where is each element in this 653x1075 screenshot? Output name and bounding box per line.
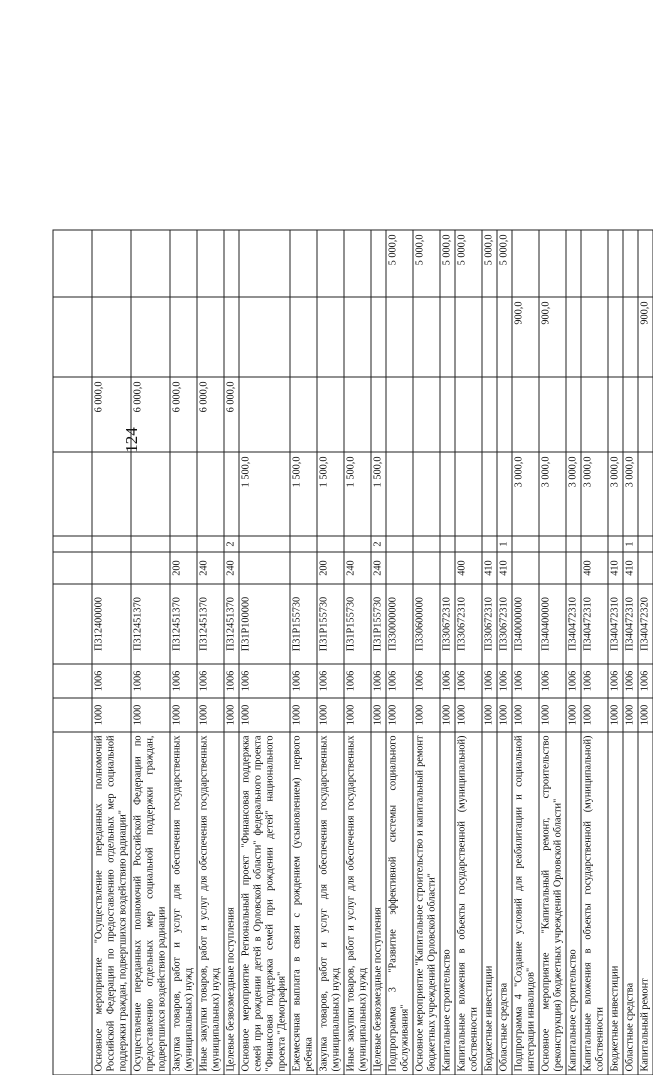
row-amount-2 bbox=[239, 377, 290, 452]
row-target-article: П330672310 bbox=[455, 584, 482, 664]
row-expense-type: 400 bbox=[581, 552, 608, 584]
row-expense-type bbox=[440, 552, 455, 584]
row-ved-code: 1000 bbox=[386, 698, 413, 732]
row-ved-code: 1000 bbox=[92, 698, 131, 732]
row-target-article: П330600000 bbox=[413, 584, 440, 664]
row-target-article: П31Р155730 bbox=[371, 584, 386, 664]
row-source-code: 1 bbox=[623, 536, 638, 552]
row-section-code: 1006 bbox=[131, 664, 170, 698]
row-expense-type bbox=[239, 552, 290, 584]
row-amount-4: 5 000,0 bbox=[386, 230, 413, 297]
row-amount-2 bbox=[386, 377, 413, 452]
row-source-code: 1 bbox=[497, 536, 512, 552]
row-amount-1: 3 000,0 bbox=[512, 452, 539, 536]
row-section-code: 1006 bbox=[317, 664, 344, 698]
row-amount-1: 3 000,0 bbox=[539, 452, 566, 536]
row-amount-2 bbox=[371, 377, 386, 452]
row-amount-3 bbox=[239, 297, 290, 377]
table-row bbox=[224, 230, 239, 1075]
row-target-article: П340472320 bbox=[638, 584, 653, 664]
budget-table-sheet bbox=[52, 230, 650, 1075]
row-amount-2 bbox=[344, 377, 371, 452]
row-ved-code: 1000 bbox=[440, 698, 455, 732]
row-expense-type bbox=[386, 552, 413, 584]
row-expense-type: 240 bbox=[197, 552, 224, 584]
row-amount-3 bbox=[497, 297, 512, 377]
row-amount-2: 6 000,0 bbox=[170, 377, 197, 452]
row-amount-3: 900,0 bbox=[638, 297, 653, 377]
row-expense-type: 200 bbox=[317, 552, 344, 584]
row-name: Капитальное строительство bbox=[566, 732, 581, 1075]
row-target-article: П330672310 bbox=[440, 584, 455, 664]
row-amount-2 bbox=[317, 377, 344, 452]
row-name: Основное мероприятие "Капитальное строительство и капитальный ремонт бюджетных учреждений Орловской области" bbox=[413, 732, 440, 1075]
row-amount-4 bbox=[638, 230, 653, 297]
row-amount-2 bbox=[638, 377, 653, 452]
row-amount-3 bbox=[290, 297, 317, 377]
row-section-code: 1006 bbox=[455, 664, 482, 698]
row-amount-2 bbox=[455, 377, 482, 452]
table-row bbox=[566, 230, 581, 1075]
row-name: Иные закупки товаров, работ и услуг для обеспечения государственных (муниципальных) нужд bbox=[197, 732, 224, 1075]
row-expense-type bbox=[566, 552, 581, 584]
row-amount-4 bbox=[539, 230, 566, 297]
row-name: Целевые безвозмездные поступления bbox=[371, 732, 386, 1075]
row-amount-1: 1 500,0 bbox=[317, 452, 344, 536]
row-amount-4 bbox=[623, 230, 638, 297]
row-amount-2 bbox=[623, 377, 638, 452]
row-expense-type: 240 bbox=[344, 552, 371, 584]
row-source-code bbox=[53, 536, 92, 552]
row-amount-4 bbox=[608, 230, 623, 297]
row-amount-3 bbox=[170, 297, 197, 377]
row-amount-4: 5 000,0 bbox=[497, 230, 512, 297]
row-name: Областные средства bbox=[623, 732, 638, 1075]
row-target-article bbox=[53, 584, 92, 664]
page-number: 124 bbox=[122, 427, 141, 453]
row-source-code bbox=[317, 536, 344, 552]
row-name: Капитальные вложения в объекты государственной (муниципальной) собственности bbox=[581, 732, 608, 1075]
row-source-code bbox=[539, 536, 566, 552]
row-source-code bbox=[638, 536, 653, 552]
row-ved-code: 1000 bbox=[539, 698, 566, 732]
row-amount-2 bbox=[566, 377, 581, 452]
row-section-code: 1006 bbox=[539, 664, 566, 698]
row-name bbox=[53, 732, 92, 1075]
row-amount-2 bbox=[413, 377, 440, 452]
row-amount-4 bbox=[239, 230, 290, 297]
table-row bbox=[53, 230, 92, 1075]
row-name: Закупка товаров, работ и услуг для обеспечения государственных (муниципальных) нужд bbox=[170, 732, 197, 1075]
row-source-code bbox=[608, 536, 623, 552]
row-ved-code: 1000 bbox=[371, 698, 386, 732]
row-amount-3 bbox=[413, 297, 440, 377]
row-amount-1: 3 000,0 bbox=[581, 452, 608, 536]
row-ved-code: 1000 bbox=[497, 698, 512, 732]
row-name: Бюджетные инвестиции bbox=[608, 732, 623, 1075]
row-section-code: 1006 bbox=[386, 664, 413, 698]
row-name: Капитальные вложения в объекты государственной (муниципальной) собственности bbox=[455, 732, 482, 1075]
table-row bbox=[638, 230, 653, 1075]
row-amount-2: 6 000,0 bbox=[197, 377, 224, 452]
row-expense-type bbox=[131, 552, 170, 584]
row-amount-4 bbox=[566, 230, 581, 297]
table-row bbox=[623, 230, 638, 1075]
row-source-code: 2 bbox=[224, 536, 239, 552]
row-section-code: 1006 bbox=[371, 664, 386, 698]
row-amount-4 bbox=[290, 230, 317, 297]
row-amount-3 bbox=[455, 297, 482, 377]
row-amount-2: 6 000,0 bbox=[131, 377, 170, 452]
row-ved-code bbox=[53, 698, 92, 732]
table-row bbox=[239, 230, 290, 1075]
row-amount-1 bbox=[440, 452, 455, 536]
row-ved-code: 1000 bbox=[482, 698, 497, 732]
row-amount-4 bbox=[512, 230, 539, 297]
row-amount-2: 6 000,0 bbox=[224, 377, 239, 452]
table-row bbox=[539, 230, 566, 1075]
row-amount-1: 1 500,0 bbox=[290, 452, 317, 536]
row-target-article: П340472310 bbox=[608, 584, 623, 664]
row-amount-1: 3 000,0 bbox=[623, 452, 638, 536]
row-amount-1: 3 000,0 bbox=[566, 452, 581, 536]
row-section-code: 1006 bbox=[239, 664, 290, 698]
row-amount-3 bbox=[482, 297, 497, 377]
table-row bbox=[317, 230, 344, 1075]
row-amount-2: 6 000,0 bbox=[92, 377, 131, 452]
table-row bbox=[581, 230, 608, 1075]
row-name: Капитальное строительство bbox=[440, 732, 455, 1075]
row-ved-code: 1000 bbox=[344, 698, 371, 732]
row-target-article: П312451370 bbox=[224, 584, 239, 664]
row-amount-3 bbox=[386, 297, 413, 377]
row-amount-2 bbox=[53, 377, 92, 452]
row-source-code bbox=[482, 536, 497, 552]
row-amount-1 bbox=[53, 452, 92, 536]
row-source-code bbox=[239, 536, 290, 552]
row-target-article: П31Р155730 bbox=[317, 584, 344, 664]
row-source-code bbox=[131, 536, 170, 552]
row-expense-type: 410 bbox=[608, 552, 623, 584]
row-section-code: 1006 bbox=[197, 664, 224, 698]
row-amount-4 bbox=[344, 230, 371, 297]
row-amount-3 bbox=[371, 297, 386, 377]
row-source-code bbox=[92, 536, 131, 552]
row-amount-1 bbox=[638, 452, 653, 536]
row-amount-4 bbox=[170, 230, 197, 297]
row-target-article: П340472310 bbox=[566, 584, 581, 664]
table-row bbox=[386, 230, 413, 1075]
row-source-code bbox=[455, 536, 482, 552]
row-expense-type: 240 bbox=[224, 552, 239, 584]
row-ved-code: 1000 bbox=[608, 698, 623, 732]
row-target-article: П31Р100000 bbox=[239, 584, 290, 664]
row-amount-4 bbox=[581, 230, 608, 297]
table-row bbox=[371, 230, 386, 1075]
row-amount-3 bbox=[440, 297, 455, 377]
row-section-code: 1006 bbox=[497, 664, 512, 698]
row-expense-type bbox=[92, 552, 131, 584]
row-target-article: П330672310 bbox=[497, 584, 512, 664]
row-amount-1: 1 500,0 bbox=[371, 452, 386, 536]
row-ved-code: 1000 bbox=[581, 698, 608, 732]
row-expense-type: 240 bbox=[371, 552, 386, 584]
row-amount-1 bbox=[386, 452, 413, 536]
row-expense-type bbox=[53, 552, 92, 584]
row-section-code: 1006 bbox=[413, 664, 440, 698]
row-ved-code: 1000 bbox=[170, 698, 197, 732]
row-ved-code: 1000 bbox=[623, 698, 638, 732]
row-amount-2 bbox=[581, 377, 608, 452]
row-expense-type: 200 bbox=[170, 552, 197, 584]
row-amount-3 bbox=[53, 297, 92, 377]
row-ved-code: 1000 bbox=[131, 698, 170, 732]
row-amount-4 bbox=[317, 230, 344, 297]
row-expense-type bbox=[638, 552, 653, 584]
row-section-code: 1006 bbox=[344, 664, 371, 698]
table-row bbox=[512, 230, 539, 1075]
row-name: Бюджетные инвестиции bbox=[482, 732, 497, 1075]
row-amount-2 bbox=[290, 377, 317, 452]
row-section-code: 1006 bbox=[482, 664, 497, 698]
row-ved-code: 1000 bbox=[197, 698, 224, 732]
row-amount-1: 1 500,0 bbox=[239, 452, 290, 536]
table-row bbox=[92, 230, 131, 1075]
table-row bbox=[497, 230, 512, 1075]
row-name: Основное мероприятие "Осуществление переданных полномочий Российской Федерации по предоставлению отдельных мер социальной поддержки граждан, подвергшихся воздействию радиации" bbox=[92, 732, 131, 1075]
row-source-code: 2 bbox=[371, 536, 386, 552]
row-name: Основное мероприятие "Капитальный ремонт, строительство (реконструкция) бюджетных учреждений Орловской области" bbox=[539, 732, 566, 1075]
row-section-code: 1006 bbox=[224, 664, 239, 698]
row-amount-4 bbox=[224, 230, 239, 297]
row-name: Осуществление переданных полномочий Российской Федерации по предоставлению отдельных мер социальной поддержки граждан, подвергшихся воздействию радиации bbox=[131, 732, 170, 1075]
table-row bbox=[290, 230, 317, 1075]
row-amount-3 bbox=[566, 297, 581, 377]
table-row bbox=[455, 230, 482, 1075]
row-target-article: П312451370 bbox=[197, 584, 224, 664]
table-row bbox=[482, 230, 497, 1075]
row-amount-3 bbox=[197, 297, 224, 377]
row-expense-type: 400 bbox=[455, 552, 482, 584]
row-section-code: 1006 bbox=[623, 664, 638, 698]
row-amount-3 bbox=[131, 297, 170, 377]
row-amount-4 bbox=[197, 230, 224, 297]
row-amount-3: 900,0 bbox=[512, 297, 539, 377]
row-amount-4 bbox=[371, 230, 386, 297]
row-amount-3: 900,0 bbox=[539, 297, 566, 377]
row-amount-1 bbox=[413, 452, 440, 536]
row-amount-4: 5 000,0 bbox=[413, 230, 440, 297]
row-target-article: П330672310 bbox=[482, 584, 497, 664]
row-amount-1 bbox=[455, 452, 482, 536]
budget-table bbox=[52, 229, 653, 1075]
row-expense-type: 410 bbox=[497, 552, 512, 584]
row-amount-4: 5 000,0 bbox=[455, 230, 482, 297]
row-section-code: 1006 bbox=[638, 664, 653, 698]
row-source-code bbox=[512, 536, 539, 552]
row-source-code bbox=[413, 536, 440, 552]
table-row bbox=[608, 230, 623, 1075]
row-amount-1 bbox=[224, 452, 239, 536]
table-row bbox=[344, 230, 371, 1075]
row-target-article: П330000000 bbox=[386, 584, 413, 664]
row-amount-4 bbox=[131, 230, 170, 297]
row-amount-3 bbox=[608, 297, 623, 377]
row-name: Подпрограмма 3 "Развитие эффективной системы социального обслуживания" bbox=[386, 732, 413, 1075]
row-name: Иные закупки товаров, работ и услуг для обеспечения государственных (муниципальных) нужд bbox=[344, 732, 371, 1075]
row-name: Закупка товаров, работ и услуг для обеспечения государственных (муниципальных) нужд bbox=[317, 732, 344, 1075]
row-section-code: 1006 bbox=[608, 664, 623, 698]
row-target-article: П312451370 bbox=[131, 584, 170, 664]
row-ved-code: 1000 bbox=[290, 698, 317, 732]
row-section-code: 1006 bbox=[581, 664, 608, 698]
row-amount-1 bbox=[92, 452, 131, 536]
row-amount-4: 5 000,0 bbox=[440, 230, 455, 297]
row-amount-3 bbox=[581, 297, 608, 377]
row-name: Ежемесячная выплата в связи с рождением (усыновлением) первого ребенка bbox=[290, 732, 317, 1075]
row-amount-4 bbox=[92, 230, 131, 297]
row-amount-2 bbox=[482, 377, 497, 452]
row-section-code bbox=[53, 664, 92, 698]
row-ved-code: 1000 bbox=[317, 698, 344, 732]
row-source-code bbox=[440, 536, 455, 552]
row-name: Основное мероприятие Региональный проект "Финансовая поддержка семей при рождении детей в Орловской области" федерального проекта "Финансовая поддержка семей при рождении детей" национального проекта "Демография" bbox=[239, 732, 290, 1075]
row-amount-1: 1 500,0 bbox=[344, 452, 371, 536]
row-amount-4: 5 000,0 bbox=[482, 230, 497, 297]
row-section-code: 1006 bbox=[92, 664, 131, 698]
row-expense-type: 410 bbox=[482, 552, 497, 584]
row-target-article: П340472310 bbox=[581, 584, 608, 664]
row-section-code: 1006 bbox=[290, 664, 317, 698]
row-amount-3 bbox=[92, 297, 131, 377]
row-expense-type: 410 bbox=[623, 552, 638, 584]
row-source-code bbox=[290, 536, 317, 552]
row-target-article: П340400000 bbox=[539, 584, 566, 664]
row-amount-2 bbox=[512, 377, 539, 452]
row-amount-3 bbox=[317, 297, 344, 377]
row-amount-2 bbox=[608, 377, 623, 452]
table-row bbox=[413, 230, 440, 1075]
row-name: Областные средства bbox=[497, 732, 512, 1075]
row-amount-3 bbox=[344, 297, 371, 377]
row-target-article: П340000000 bbox=[512, 584, 539, 664]
row-name: Подпрограмма 4 "Создание условий для реабилитации и социальной интеграции инвалидов" bbox=[512, 732, 539, 1075]
row-target-article: П340472310 bbox=[623, 584, 638, 664]
row-source-code bbox=[170, 536, 197, 552]
row-section-code: 1006 bbox=[170, 664, 197, 698]
row-expense-type bbox=[413, 552, 440, 584]
row-amount-2 bbox=[440, 377, 455, 452]
table-row bbox=[197, 230, 224, 1075]
table-row bbox=[440, 230, 455, 1075]
row-amount-1 bbox=[131, 452, 170, 536]
row-amount-1 bbox=[497, 452, 512, 536]
row-expense-type bbox=[512, 552, 539, 584]
row-section-code: 1006 bbox=[566, 664, 581, 698]
table-row bbox=[131, 230, 170, 1075]
table-row bbox=[170, 230, 197, 1075]
row-amount-3 bbox=[623, 297, 638, 377]
row-amount-2 bbox=[539, 377, 566, 452]
row-name: Капитальный ремонт bbox=[638, 732, 653, 1075]
row-expense-type bbox=[290, 552, 317, 584]
row-amount-4 bbox=[53, 230, 92, 297]
row-ved-code: 1000 bbox=[512, 698, 539, 732]
row-ved-code: 1000 bbox=[566, 698, 581, 732]
row-amount-3 bbox=[224, 297, 239, 377]
row-amount-1: 3 000,0 bbox=[608, 452, 623, 536]
row-source-code bbox=[197, 536, 224, 552]
row-ved-code: 1000 bbox=[413, 698, 440, 732]
row-target-article: П312451370 bbox=[170, 584, 197, 664]
row-amount-2 bbox=[497, 377, 512, 452]
row-ved-code: 1000 bbox=[224, 698, 239, 732]
row-ved-code: 1000 bbox=[239, 698, 290, 732]
row-source-code bbox=[386, 536, 413, 552]
row-amount-1 bbox=[170, 452, 197, 536]
row-section-code: 1006 bbox=[440, 664, 455, 698]
row-section-code: 1006 bbox=[512, 664, 539, 698]
row-target-article: П31Р155730 bbox=[290, 584, 317, 664]
row-expense-type bbox=[539, 552, 566, 584]
row-target-article: П312400000 bbox=[92, 584, 131, 664]
row-amount-1 bbox=[197, 452, 224, 536]
row-name: Целевые безвозмездные поступления bbox=[224, 732, 239, 1075]
row-source-code bbox=[344, 536, 371, 552]
row-target-article: П31Р155730 bbox=[344, 584, 371, 664]
row-source-code bbox=[566, 536, 581, 552]
row-ved-code: 1000 bbox=[638, 698, 653, 732]
row-amount-1 bbox=[482, 452, 497, 536]
row-ved-code: 1000 bbox=[455, 698, 482, 732]
row-source-code bbox=[581, 536, 608, 552]
